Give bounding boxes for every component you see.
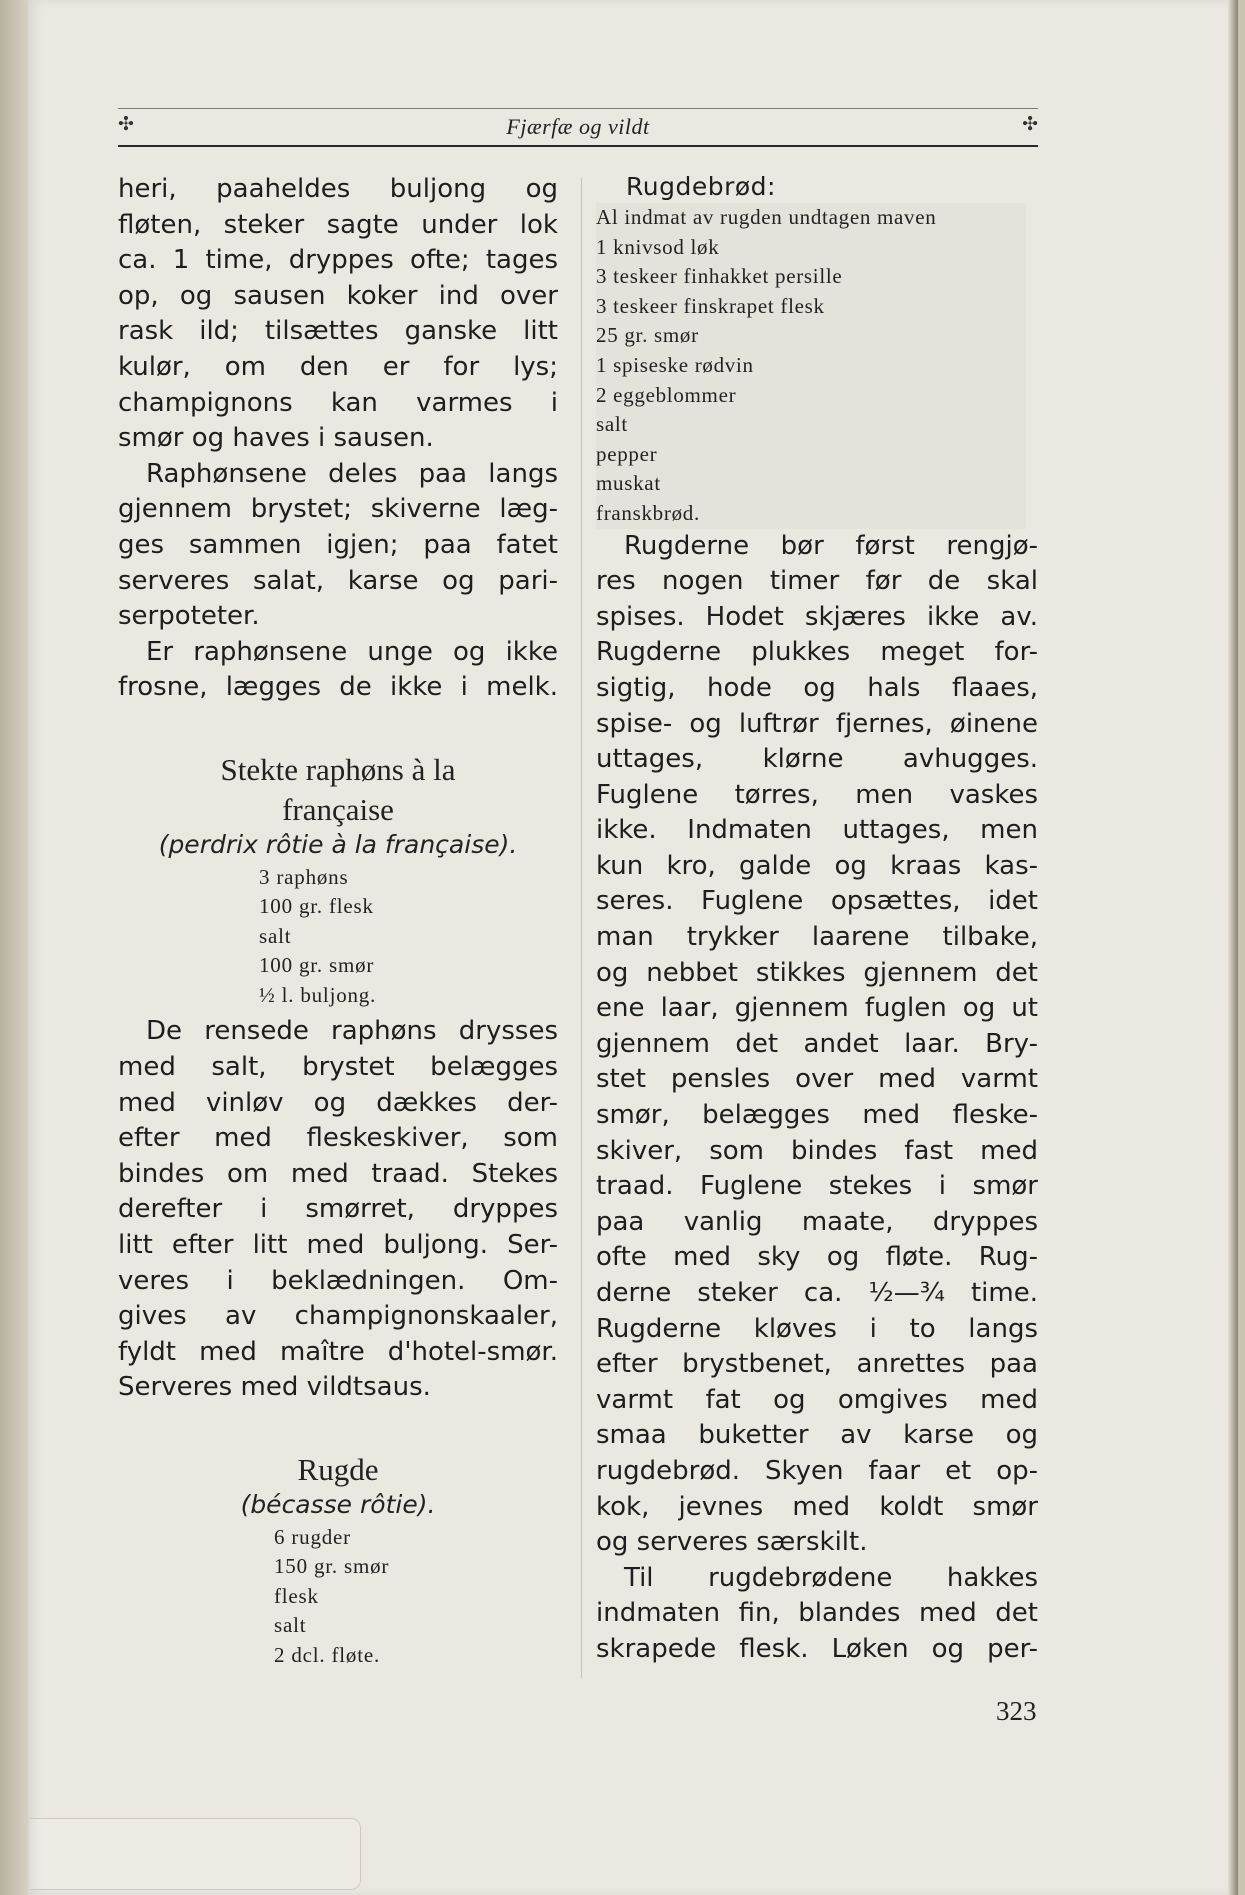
text-line: fyldt med maître d'hotel-smør. bbox=[118, 1336, 558, 1367]
text-line: fløten, steker sagte under lok bbox=[118, 209, 558, 240]
recipe-title: Rugde bbox=[297, 1451, 379, 1487]
text-line: frosne, lægges de ikke i melk. bbox=[118, 672, 558, 703]
paragraph bbox=[118, 635, 558, 706]
text-line: Fuglene tørres, men vaskes bbox=[596, 779, 1038, 810]
text-line: stet pensles over med varmt bbox=[596, 1064, 1038, 1095]
column-divider bbox=[581, 178, 582, 1678]
ingredient: 3 teskeer finskrapet flesk bbox=[596, 293, 825, 318]
text-line: op, og sausen koker ind over bbox=[118, 280, 558, 311]
text-line: gjennem det andet laar. Bry- bbox=[596, 1028, 1038, 1059]
paragraph bbox=[596, 529, 1038, 1561]
text-line: champignons kan varmes i bbox=[118, 387, 558, 418]
paragraph bbox=[118, 1014, 558, 1406]
text-line: litt efter litt med buljong. Ser- bbox=[118, 1229, 558, 1260]
text-line: med salt, brystet belægges bbox=[118, 1052, 558, 1082]
text-line: Serveres med vildtsaus. bbox=[118, 1372, 431, 1403]
text-line: heri, paaheldes buljong og bbox=[118, 174, 558, 204]
text-line: man trykker laarene tilbake, bbox=[596, 922, 1038, 953]
ingredient: 25 gr. smør bbox=[596, 323, 699, 348]
text-line: Rugderne plukkes meget for- bbox=[596, 637, 1038, 668]
ingredient-list bbox=[274, 1523, 558, 1671]
text-line: kok, jevnes med koldt smør bbox=[596, 1491, 1038, 1522]
text-line: ofte med sky og fløte. Rug- bbox=[596, 1242, 1038, 1273]
ingredient: 3 teskeer finhakket persille bbox=[596, 264, 843, 289]
left-column bbox=[118, 172, 558, 1670]
paragraph bbox=[118, 457, 558, 635]
paragraph bbox=[118, 172, 558, 457]
bread-ingredient-list bbox=[596, 203, 1026, 529]
ingredient: pepper bbox=[596, 441, 658, 466]
ingredient: flesk bbox=[274, 1583, 319, 1608]
text-line: De rensede raphøns drysses bbox=[146, 1016, 558, 1047]
ingredient: franskbrød. bbox=[596, 500, 700, 525]
bread-title: Rugdebrød: bbox=[626, 172, 776, 201]
running-header-title: Fjærfæ og vildt bbox=[506, 114, 650, 139]
ingredient: Al indmat av rugden undtagen maven bbox=[596, 205, 937, 229]
text-line: spise- og luftrør fjernes, øinene bbox=[596, 708, 1038, 739]
text-line: varmt fat og omgives med bbox=[596, 1384, 1038, 1415]
text-line: gjennem brystet; skiverne læg- bbox=[118, 494, 558, 525]
text-line: serveres salat, karse og pari- bbox=[118, 565, 558, 596]
text-line: ikke. Indmaten uttages, men bbox=[596, 815, 1038, 846]
page-number: 323 bbox=[996, 1696, 1037, 1726]
text-line: derefter i smørret, dryppes bbox=[118, 1194, 558, 1225]
paragraph bbox=[596, 1561, 1038, 1668]
book-spine bbox=[0, 0, 30, 1895]
text-line: paa vanlig maate, dryppes bbox=[596, 1206, 1038, 1237]
text-line: derne steker ca. ½—¾ time. bbox=[596, 1278, 1038, 1308]
ingredient: 100 gr. smør bbox=[259, 953, 375, 978]
text-line: smør og haves i sausen. bbox=[118, 423, 434, 454]
ingredient: 100 gr. flesk bbox=[259, 894, 374, 919]
text-line: ene laar, gjennem fuglen og ut bbox=[596, 993, 1038, 1024]
text-line: smør, belægges med fleske- bbox=[596, 1100, 1038, 1131]
text-line: seres. Fuglene opsættes, idet bbox=[596, 886, 1038, 917]
text-line: rask ild; tilsættes ganske litt bbox=[118, 316, 558, 347]
ingredient: 150 gr. smør bbox=[274, 1554, 390, 1579]
text-line: rugdebrød. Skyen faar et op- bbox=[596, 1455, 1038, 1486]
text-line: spises. Hodet skjæres ikke av. bbox=[596, 601, 1038, 632]
text-line: kulør, om den er for lys; bbox=[118, 351, 558, 382]
text-line: skrapede flesk. Løken og per- bbox=[596, 1633, 1038, 1664]
ingredient: 1 spiseske rødvin bbox=[596, 352, 754, 377]
text-line: efter med fleskeskiver, som bbox=[118, 1123, 558, 1154]
text-line: skiver, som bindes fast med bbox=[596, 1135, 1038, 1166]
text-line: og nebbet stikkes gjennem det bbox=[596, 957, 1038, 988]
page-tab-edge bbox=[30, 1818, 361, 1890]
text-line: Rugderne kløves i to langs bbox=[596, 1313, 1038, 1344]
recipe-subtitle: (bécasse rôtie). bbox=[240, 1489, 436, 1519]
text-line: med vinløv og dækkes der- bbox=[118, 1087, 558, 1118]
text-line: uttages, klørne avhugges. bbox=[596, 744, 1038, 775]
ingredient: muskat bbox=[596, 471, 661, 496]
text-line: serpoteter. bbox=[118, 601, 260, 632]
recipe-title: Stekte raphøns à la bbox=[220, 751, 456, 787]
text-line: indmaten fin, blandes med det bbox=[596, 1598, 1038, 1629]
ingredient: 3 raphøns bbox=[259, 864, 349, 889]
ingredient: salt bbox=[274, 1613, 307, 1638]
ingredient: salt bbox=[596, 412, 628, 437]
ingredient: 2 dcl. fløte. bbox=[274, 1642, 381, 1667]
text-line: ges sammen igjen; paa fatet bbox=[118, 529, 558, 560]
ingredient: 1 knivsod løk bbox=[596, 234, 720, 259]
right-column bbox=[596, 172, 1038, 1668]
text-line: bindes om med traad. Stekes bbox=[118, 1158, 558, 1189]
text-line: Er raphønsene unge og ikke bbox=[146, 636, 558, 667]
text-line: ca. 1 time, dryppes ofte; tages bbox=[118, 245, 558, 276]
recipe-title: française bbox=[282, 791, 394, 827]
text-line: kun kro, galde og kraas kas- bbox=[596, 850, 1038, 881]
text-line: Rugderne bør først rengjø- bbox=[624, 530, 1038, 561]
ornament-left-icon: ✣ bbox=[118, 114, 134, 135]
text-line: Raphønsene deles paa langs bbox=[146, 458, 558, 489]
page-edge bbox=[1228, 0, 1238, 1895]
text-line: sigtig, hode og hals flaaes, bbox=[596, 672, 1038, 703]
text-line: smaa buketter av karse og bbox=[596, 1420, 1038, 1451]
running-header bbox=[118, 108, 1038, 147]
text-line: res nogen timer før de skal bbox=[596, 566, 1038, 597]
ornament-right-icon: ✣ bbox=[1022, 114, 1038, 135]
ingredient: ½ l. buljong. bbox=[259, 982, 377, 1007]
text-line: efter brystbenet, anrettes paa bbox=[596, 1349, 1038, 1380]
text-line: veres i beklædningen. Om- bbox=[118, 1265, 558, 1296]
text-line: traad. Fuglene stekes i smør bbox=[596, 1171, 1038, 1202]
recipe-subtitle: (perdrix rôtie à la française). bbox=[158, 829, 518, 859]
ingredient: salt bbox=[259, 923, 292, 948]
text-line: Til rugdebrødene hakkes bbox=[624, 1562, 1038, 1593]
text-line: gives av champignonskaaler, bbox=[118, 1301, 558, 1332]
text-line: og serveres særskilt. bbox=[596, 1527, 868, 1558]
ingredient-list bbox=[259, 863, 558, 1011]
ingredient: 6 rugder bbox=[274, 1524, 351, 1549]
ingredient: 2 eggeblommer bbox=[596, 382, 737, 407]
